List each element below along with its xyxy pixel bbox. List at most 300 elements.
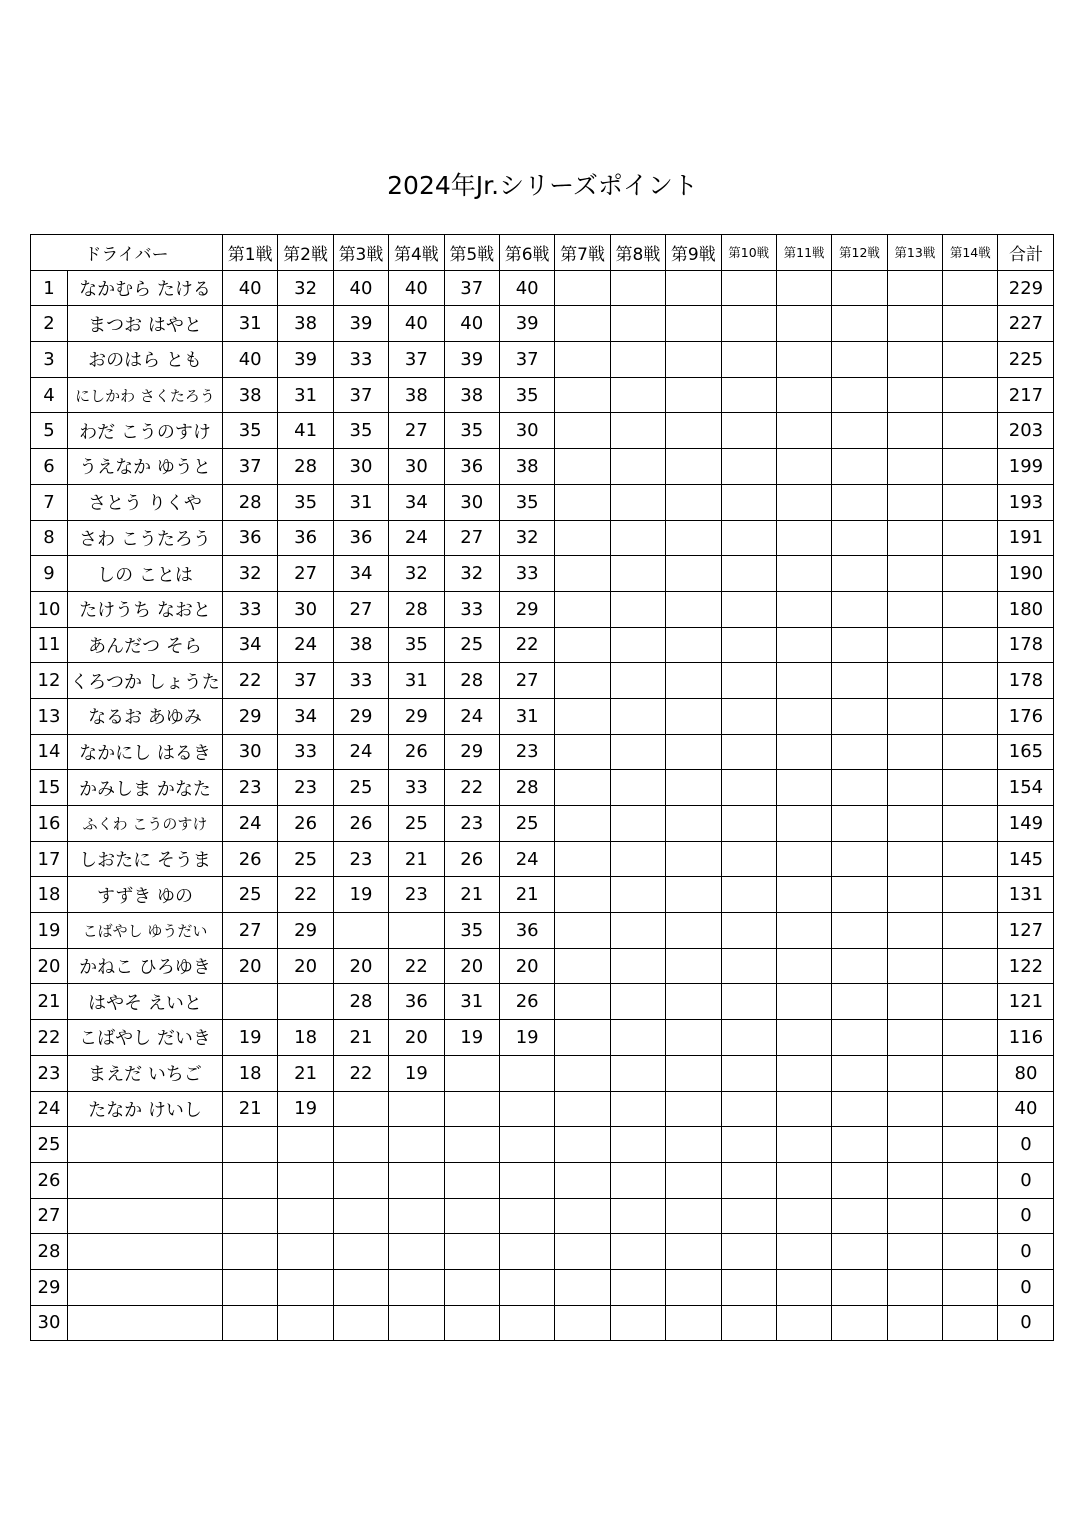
race-3-score-cell: 22 xyxy=(333,1055,388,1091)
race-3-score-cell: 33 xyxy=(333,663,388,699)
race-10-score-cell xyxy=(721,1020,776,1056)
table-row xyxy=(31,734,1054,770)
race-2-score-cell xyxy=(278,1127,333,1163)
race-2-score-cell xyxy=(278,1269,333,1305)
race-6-score-cell xyxy=(499,1305,554,1341)
race-12-score-cell xyxy=(832,591,887,627)
race-4-score-cell: 22 xyxy=(389,948,444,984)
race-8-score-cell xyxy=(610,484,665,520)
race-13-score-cell xyxy=(887,1234,942,1270)
race-8-score-cell xyxy=(610,948,665,984)
race-1-score-cell xyxy=(223,1198,278,1234)
race-6-score-cell: 22 xyxy=(499,627,554,663)
race-11-score-cell xyxy=(776,984,831,1020)
table-row xyxy=(31,877,1054,913)
race-14-score-cell xyxy=(943,1127,998,1163)
rank-cell: 3 xyxy=(31,342,68,378)
race-13-score-cell xyxy=(887,1091,942,1127)
race-12-score-cell xyxy=(832,449,887,485)
race-5-score-cell: 31 xyxy=(444,984,499,1020)
race-10-score-cell xyxy=(721,1091,776,1127)
race-5-score-cell: 20 xyxy=(444,948,499,984)
race-9-score-cell xyxy=(666,806,721,842)
race-7-score-cell xyxy=(555,734,610,770)
race-10-score-cell xyxy=(721,1162,776,1198)
race-11-score-cell xyxy=(776,698,831,734)
driver-name-cell: なるお あゆみ xyxy=(68,698,223,734)
race-11-score-cell xyxy=(776,877,831,913)
race-3-score-cell xyxy=(333,913,388,949)
rank-cell: 14 xyxy=(31,734,68,770)
race-9-score-cell xyxy=(666,1305,721,1341)
race-3-score-cell: 38 xyxy=(333,627,388,663)
race-11-score-cell xyxy=(776,413,831,449)
driver-name-cell xyxy=(68,1127,223,1163)
race-8-score-cell xyxy=(610,413,665,449)
race-8-score-cell xyxy=(610,770,665,806)
race-3-score-cell: 40 xyxy=(333,270,388,306)
race-header-11: 第11戦 xyxy=(776,235,831,271)
race-13-score-cell xyxy=(887,1055,942,1091)
rank-cell: 1 xyxy=(31,270,68,306)
race-7-score-cell xyxy=(555,556,610,592)
race-1-score-cell xyxy=(223,1127,278,1163)
race-6-score-cell: 28 xyxy=(499,770,554,806)
race-5-score-cell: 32 xyxy=(444,556,499,592)
race-12-score-cell xyxy=(832,913,887,949)
race-12-score-cell xyxy=(832,1091,887,1127)
driver-name-cell: まえだ いちご xyxy=(68,1055,223,1091)
race-5-score-cell xyxy=(444,1234,499,1270)
table-row xyxy=(31,1162,1054,1198)
total-cell: 199 xyxy=(998,449,1054,485)
race-7-score-cell xyxy=(555,841,610,877)
race-9-score-cell xyxy=(666,913,721,949)
total-cell: 40 xyxy=(998,1091,1054,1127)
race-8-score-cell xyxy=(610,877,665,913)
race-11-score-cell xyxy=(776,948,831,984)
race-header-2: 第2戦 xyxy=(278,235,333,271)
race-7-score-cell xyxy=(555,484,610,520)
race-9-score-cell xyxy=(666,413,721,449)
race-header-14: 第14戦 xyxy=(943,235,998,271)
race-5-score-cell xyxy=(444,1305,499,1341)
rank-cell: 24 xyxy=(31,1091,68,1127)
race-6-score-cell xyxy=(499,1091,554,1127)
race-1-score-cell: 20 xyxy=(223,948,278,984)
race-4-score-cell: 23 xyxy=(389,877,444,913)
race-13-score-cell xyxy=(887,1305,942,1341)
race-2-score-cell: 31 xyxy=(278,377,333,413)
race-3-score-cell: 29 xyxy=(333,698,388,734)
race-8-score-cell xyxy=(610,1305,665,1341)
driver-name-cell: おのはら とも xyxy=(68,342,223,378)
race-12-score-cell xyxy=(832,806,887,842)
race-12-score-cell xyxy=(832,698,887,734)
race-14-score-cell xyxy=(943,270,998,306)
race-10-score-cell xyxy=(721,413,776,449)
race-4-score-cell xyxy=(389,1127,444,1163)
series-points-table xyxy=(30,234,1054,1341)
total-cell: 180 xyxy=(998,591,1054,627)
race-10-score-cell xyxy=(721,1234,776,1270)
race-6-score-cell: 30 xyxy=(499,413,554,449)
race-4-score-cell: 33 xyxy=(389,770,444,806)
race-9-score-cell xyxy=(666,627,721,663)
race-1-score-cell: 21 xyxy=(223,1091,278,1127)
race-9-score-cell xyxy=(666,1055,721,1091)
race-6-score-cell: 19 xyxy=(499,1020,554,1056)
race-12-score-cell xyxy=(832,556,887,592)
race-13-score-cell xyxy=(887,484,942,520)
rank-cell: 21 xyxy=(31,984,68,1020)
race-11-score-cell xyxy=(776,1091,831,1127)
race-4-score-cell: 20 xyxy=(389,1020,444,1056)
driver-name-cell xyxy=(68,1269,223,1305)
race-10-score-cell xyxy=(721,663,776,699)
race-6-score-cell: 26 xyxy=(499,984,554,1020)
race-13-score-cell xyxy=(887,306,942,342)
race-14-score-cell xyxy=(943,877,998,913)
race-4-score-cell: 34 xyxy=(389,484,444,520)
race-3-score-cell: 27 xyxy=(333,591,388,627)
race-8-score-cell xyxy=(610,591,665,627)
total-cell: 229 xyxy=(998,270,1054,306)
race-12-score-cell xyxy=(832,663,887,699)
race-2-score-cell: 25 xyxy=(278,841,333,877)
race-7-score-cell xyxy=(555,1198,610,1234)
race-7-score-cell xyxy=(555,306,610,342)
race-7-score-cell xyxy=(555,698,610,734)
race-5-score-cell: 33 xyxy=(444,591,499,627)
race-13-score-cell xyxy=(887,270,942,306)
table-row xyxy=(31,663,1054,699)
race-5-score-cell: 30 xyxy=(444,484,499,520)
race-12-score-cell xyxy=(832,841,887,877)
race-7-score-cell xyxy=(555,1234,610,1270)
rank-cell: 12 xyxy=(31,663,68,699)
race-10-score-cell xyxy=(721,449,776,485)
page-title: 2024年Jr.シリーズポイント xyxy=(387,171,698,200)
race-header-9: 第9戦 xyxy=(666,235,721,271)
table-row xyxy=(31,591,1054,627)
table-row xyxy=(31,520,1054,556)
race-13-score-cell xyxy=(887,1198,942,1234)
race-11-score-cell xyxy=(776,1127,831,1163)
race-header-6: 第6戦 xyxy=(499,235,554,271)
race-5-score-cell: 25 xyxy=(444,627,499,663)
race-5-score-cell: 39 xyxy=(444,342,499,378)
rank-cell: 4 xyxy=(31,377,68,413)
race-9-score-cell xyxy=(666,984,721,1020)
race-6-score-cell: 27 xyxy=(499,663,554,699)
race-13-score-cell xyxy=(887,698,942,734)
driver-name-cell: こばやし だいき xyxy=(68,1020,223,1056)
race-2-score-cell xyxy=(278,1305,333,1341)
race-2-score-cell: 22 xyxy=(278,877,333,913)
race-3-score-cell: 28 xyxy=(333,984,388,1020)
driver-name-cell xyxy=(68,1198,223,1234)
race-12-score-cell xyxy=(832,1234,887,1270)
race-4-score-cell: 37 xyxy=(389,342,444,378)
total-cell: 178 xyxy=(998,663,1054,699)
race-5-score-cell: 19 xyxy=(444,1020,499,1056)
race-header-5: 第5戦 xyxy=(444,235,499,271)
race-12-score-cell xyxy=(832,734,887,770)
race-1-score-cell: 34 xyxy=(223,627,278,663)
race-2-score-cell xyxy=(278,984,333,1020)
race-2-score-cell: 26 xyxy=(278,806,333,842)
race-1-score-cell xyxy=(223,1305,278,1341)
race-10-score-cell xyxy=(721,627,776,663)
race-4-score-cell: 30 xyxy=(389,449,444,485)
race-8-score-cell xyxy=(610,270,665,306)
race-10-score-cell xyxy=(721,270,776,306)
race-9-score-cell xyxy=(666,449,721,485)
race-14-score-cell xyxy=(943,770,998,806)
race-13-score-cell xyxy=(887,449,942,485)
total-cell: 145 xyxy=(998,841,1054,877)
race-5-score-cell: 40 xyxy=(444,306,499,342)
race-8-score-cell xyxy=(610,556,665,592)
race-14-score-cell xyxy=(943,663,998,699)
race-5-score-cell xyxy=(444,1198,499,1234)
race-2-score-cell: 41 xyxy=(278,413,333,449)
race-13-score-cell xyxy=(887,377,942,413)
race-10-score-cell xyxy=(721,1198,776,1234)
race-7-score-cell xyxy=(555,449,610,485)
race-10-score-cell xyxy=(721,1055,776,1091)
race-5-score-cell: 26 xyxy=(444,841,499,877)
race-11-score-cell xyxy=(776,841,831,877)
header-row xyxy=(31,235,1054,271)
race-11-score-cell xyxy=(776,806,831,842)
race-3-score-cell: 30 xyxy=(333,449,388,485)
race-6-score-cell: 37 xyxy=(499,342,554,378)
race-14-score-cell xyxy=(943,1091,998,1127)
race-12-score-cell xyxy=(832,270,887,306)
race-4-score-cell: 28 xyxy=(389,591,444,627)
race-14-score-cell xyxy=(943,1055,998,1091)
race-header-8: 第8戦 xyxy=(610,235,665,271)
race-1-score-cell xyxy=(223,1162,278,1198)
race-3-score-cell: 37 xyxy=(333,377,388,413)
race-6-score-cell: 35 xyxy=(499,377,554,413)
race-9-score-cell xyxy=(666,377,721,413)
race-11-score-cell xyxy=(776,913,831,949)
race-7-score-cell xyxy=(555,1020,610,1056)
race-11-score-cell xyxy=(776,663,831,699)
race-8-score-cell xyxy=(610,734,665,770)
race-1-score-cell: 30 xyxy=(223,734,278,770)
race-3-score-cell xyxy=(333,1234,388,1270)
race-6-score-cell: 33 xyxy=(499,556,554,592)
race-4-score-cell xyxy=(389,1234,444,1270)
race-13-score-cell xyxy=(887,770,942,806)
race-2-score-cell xyxy=(278,1162,333,1198)
race-14-score-cell xyxy=(943,984,998,1020)
race-3-score-cell: 24 xyxy=(333,734,388,770)
race-6-score-cell xyxy=(499,1162,554,1198)
table-row xyxy=(31,806,1054,842)
race-13-score-cell xyxy=(887,520,942,556)
race-header-13: 第13戦 xyxy=(887,235,942,271)
table-row xyxy=(31,770,1054,806)
race-8-score-cell xyxy=(610,1269,665,1305)
race-14-score-cell xyxy=(943,342,998,378)
race-7-score-cell xyxy=(555,1091,610,1127)
table-row xyxy=(31,627,1054,663)
race-3-score-cell xyxy=(333,1305,388,1341)
race-2-score-cell: 18 xyxy=(278,1020,333,1056)
race-4-score-cell: 25 xyxy=(389,806,444,842)
race-8-score-cell xyxy=(610,1198,665,1234)
race-3-score-cell xyxy=(333,1162,388,1198)
race-6-score-cell: 24 xyxy=(499,841,554,877)
total-cell: 121 xyxy=(998,984,1054,1020)
race-10-score-cell xyxy=(721,342,776,378)
race-1-score-cell: 36 xyxy=(223,520,278,556)
race-1-score-cell: 31 xyxy=(223,306,278,342)
race-8-score-cell xyxy=(610,1055,665,1091)
race-13-score-cell xyxy=(887,342,942,378)
race-4-score-cell xyxy=(389,913,444,949)
race-11-score-cell xyxy=(776,1055,831,1091)
race-12-score-cell xyxy=(832,1305,887,1341)
race-5-score-cell: 22 xyxy=(444,770,499,806)
rank-cell: 26 xyxy=(31,1162,68,1198)
race-12-score-cell xyxy=(832,1055,887,1091)
race-3-score-cell: 25 xyxy=(333,770,388,806)
race-2-score-cell: 27 xyxy=(278,556,333,592)
race-9-score-cell xyxy=(666,841,721,877)
race-1-score-cell: 33 xyxy=(223,591,278,627)
race-1-score-cell: 40 xyxy=(223,342,278,378)
race-13-score-cell xyxy=(887,1127,942,1163)
total-cell: 116 xyxy=(998,1020,1054,1056)
race-5-score-cell: 27 xyxy=(444,520,499,556)
driver-name-cell xyxy=(68,1305,223,1341)
rank-cell: 6 xyxy=(31,449,68,485)
race-6-score-cell xyxy=(499,1269,554,1305)
race-header-12: 第12戦 xyxy=(832,235,887,271)
race-11-score-cell xyxy=(776,1162,831,1198)
race-3-score-cell: 34 xyxy=(333,556,388,592)
race-13-score-cell xyxy=(887,734,942,770)
race-7-score-cell xyxy=(555,342,610,378)
race-10-score-cell xyxy=(721,556,776,592)
table-row xyxy=(31,1091,1054,1127)
race-3-score-cell xyxy=(333,1127,388,1163)
total-cell: 203 xyxy=(998,413,1054,449)
race-1-score-cell: 22 xyxy=(223,663,278,699)
race-1-score-cell: 38 xyxy=(223,377,278,413)
race-7-score-cell xyxy=(555,627,610,663)
race-14-score-cell xyxy=(943,627,998,663)
race-14-score-cell xyxy=(943,841,998,877)
race-13-score-cell xyxy=(887,913,942,949)
race-8-score-cell xyxy=(610,1020,665,1056)
race-6-score-cell: 20 xyxy=(499,948,554,984)
race-12-score-cell xyxy=(832,484,887,520)
race-4-score-cell: 40 xyxy=(389,270,444,306)
race-5-score-cell: 23 xyxy=(444,806,499,842)
rank-cell: 16 xyxy=(31,806,68,842)
race-3-score-cell xyxy=(333,1198,388,1234)
race-11-score-cell xyxy=(776,520,831,556)
table-row xyxy=(31,270,1054,306)
total-cell: 176 xyxy=(998,698,1054,734)
driver-name-cell: ふくわ こうのすけ xyxy=(68,806,223,842)
race-9-score-cell xyxy=(666,1091,721,1127)
total-cell: 122 xyxy=(998,948,1054,984)
race-4-score-cell: 29 xyxy=(389,698,444,734)
race-5-score-cell: 21 xyxy=(444,877,499,913)
total-cell: 191 xyxy=(998,520,1054,556)
race-12-score-cell xyxy=(832,984,887,1020)
race-7-score-cell xyxy=(555,1055,610,1091)
race-10-score-cell xyxy=(721,698,776,734)
driver-name-cell: なかむら たける xyxy=(68,270,223,306)
race-14-score-cell xyxy=(943,484,998,520)
race-4-score-cell: 21 xyxy=(389,841,444,877)
race-7-score-cell xyxy=(555,1162,610,1198)
race-header-7: 第7戦 xyxy=(555,235,610,271)
race-10-score-cell xyxy=(721,806,776,842)
race-14-score-cell xyxy=(943,806,998,842)
race-5-score-cell: 35 xyxy=(444,913,499,949)
rank-cell: 13 xyxy=(31,698,68,734)
race-4-score-cell: 36 xyxy=(389,984,444,1020)
race-4-score-cell: 19 xyxy=(389,1055,444,1091)
race-header-4: 第4戦 xyxy=(389,235,444,271)
driver-name-cell: はやそ えいと xyxy=(68,984,223,1020)
rank-cell: 9 xyxy=(31,556,68,592)
race-6-score-cell xyxy=(499,1198,554,1234)
race-4-score-cell xyxy=(389,1162,444,1198)
rank-cell: 22 xyxy=(31,1020,68,1056)
race-13-score-cell xyxy=(887,984,942,1020)
race-2-score-cell: 23 xyxy=(278,770,333,806)
race-4-score-cell xyxy=(389,1269,444,1305)
rank-cell: 17 xyxy=(31,841,68,877)
race-12-score-cell xyxy=(832,1127,887,1163)
race-2-score-cell: 34 xyxy=(278,698,333,734)
race-7-score-cell xyxy=(555,913,610,949)
race-9-score-cell xyxy=(666,663,721,699)
race-1-score-cell: 35 xyxy=(223,413,278,449)
race-13-score-cell xyxy=(887,841,942,877)
race-14-score-cell xyxy=(943,591,998,627)
table-row xyxy=(31,1269,1054,1305)
race-11-score-cell xyxy=(776,377,831,413)
race-3-score-cell: 19 xyxy=(333,877,388,913)
rank-cell: 29 xyxy=(31,1269,68,1305)
race-13-score-cell xyxy=(887,806,942,842)
race-14-score-cell xyxy=(943,1162,998,1198)
table-body xyxy=(31,270,1054,1341)
race-4-score-cell xyxy=(389,1198,444,1234)
table-row xyxy=(31,556,1054,592)
driver-name-cell: しの ことは xyxy=(68,556,223,592)
rank-cell: 30 xyxy=(31,1305,68,1341)
driver-name-cell: あんだつ そら xyxy=(68,627,223,663)
race-9-score-cell xyxy=(666,520,721,556)
race-6-score-cell xyxy=(499,1055,554,1091)
race-7-score-cell xyxy=(555,663,610,699)
total-cell: 217 xyxy=(998,377,1054,413)
race-7-score-cell xyxy=(555,984,610,1020)
